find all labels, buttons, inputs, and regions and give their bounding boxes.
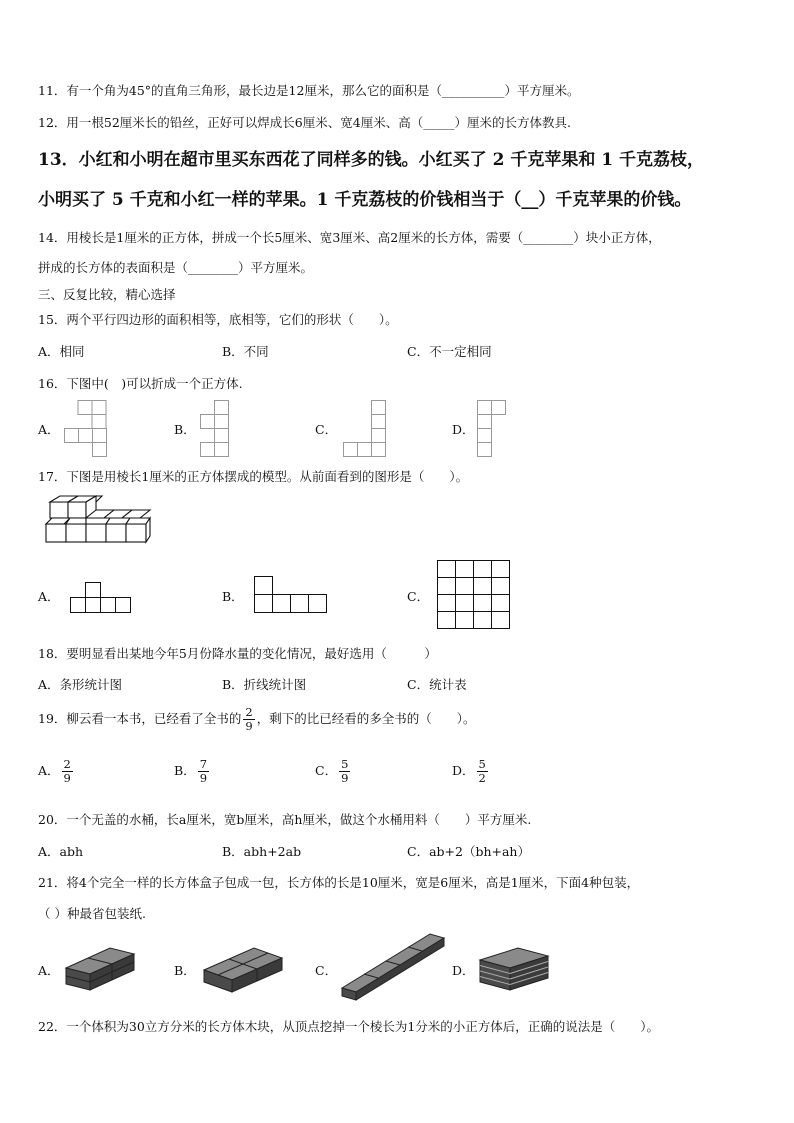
q21-package-a — [64, 944, 136, 996]
q18-option-b[interactable]: B．折线统计图 — [222, 677, 307, 692]
q20-option-a[interactable]: A．abh — [38, 844, 84, 859]
question-20: 20．一个无盖的水桶，长a厘米，宽b厘米，高h厘米，做这个水桶用料（ ）平方厘米. — [38, 812, 532, 827]
q18-option-a[interactable]: A．条形统计图 — [38, 677, 123, 692]
q17-cube-model — [44, 494, 164, 546]
q19-text-before: 19．柳云看一本书，已经看了全书的 — [38, 711, 242, 726]
q16-option-d-label[interactable]: D． — [452, 422, 475, 437]
q21-package-b — [202, 944, 286, 996]
q21-package-d — [478, 944, 552, 996]
q17-option-a-label[interactable]: A． — [38, 589, 60, 604]
q20-option-c[interactable]: C．ab+2（bh+ah） — [407, 844, 530, 859]
question-18: 18．要明显看出某地今年5月份降水量的变化情况，最好选用（ ） — [38, 646, 437, 661]
q21-option-d-label[interactable]: D． — [452, 963, 475, 978]
question-22: 22．一个体积为30立方分米的长方体木块，从顶点挖掉一个棱长为1分米的小正方体后，正确的说法是（ ）。 — [38, 1019, 660, 1034]
question-19 — [38, 704, 476, 734]
q16-option-a-label[interactable]: A． — [38, 422, 60, 437]
q17-view-b — [254, 576, 330, 616]
q21-option-a-label[interactable]: A． — [38, 963, 60, 978]
question-13-line1: 13．小红和小明在超市里买东西花了同样多的钱。小红买了 2 千克苹果和 1 千克荔枝， — [38, 150, 704, 170]
q19-text-after: ，剩下的比已经看的多全书的（ ）。 — [256, 711, 476, 726]
q17-view-a — [70, 582, 134, 616]
question-14-line2: 拼成的长方体的表面积是（________）平方厘米。 — [38, 260, 314, 275]
question-16: 16．下图中( )可以折成一个正方体. — [38, 376, 243, 391]
q15-option-b[interactable]: B．不同 — [222, 344, 269, 359]
section-heading: 三、反复比较，精心选择 — [38, 287, 176, 302]
question-14-line1: 14．用棱长是1厘米的正方体，拼成一个长5厘米、宽3厘米、高2厘米的长方体，需要（________）块小正方体， — [38, 230, 661, 245]
q19-option-c[interactable]: C． $\frac{5}{9}$ — [315, 757, 349, 785]
q19-option-b[interactable]: B． $\frac{7}{9}$ — [174, 757, 208, 785]
q16-net-a — [64, 400, 120, 458]
question-15: 15．两个平行四边形的面积相等，底相等，它们的形状（ ）。 — [38, 312, 398, 327]
q17-option-c-label[interactable]: C． — [407, 589, 430, 604]
q16-net-c — [343, 400, 391, 458]
question-13-line2: 小明买了 5 千克和小红一样的苹果。1 千克荔枝的价钱相当于（__）千克苹果的价钱。 — [38, 190, 692, 210]
q19-option-d[interactable]: D． $\frac{5}{2}$ — [452, 757, 486, 785]
q20-option-b[interactable]: B．abh+2ab — [222, 844, 302, 859]
q21-option-c-label[interactable]: C． — [315, 963, 338, 978]
question-21-line1: 21．将4个完全一样的长方体盒子包成一包，长方体的长是10厘米，宽是6厘米，高是1厘米，下面4种包装， — [38, 875, 640, 890]
q15-option-a[interactable]: A．相同 — [38, 344, 85, 359]
question-12: 12．用一根52厘米长的铅丝，正好可以焊成长6厘米、宽4厘米、高（_____）厘米的长方体教具. — [38, 115, 571, 130]
question-17: 17．下图是用棱长1厘米的正方体摆成的模型。从前面看到的图形是（ ）。 — [38, 469, 469, 484]
q21-option-b-label[interactable]: B． — [174, 963, 196, 978]
q16-net-b — [200, 400, 244, 458]
q17-option-b-label[interactable]: B． — [222, 589, 244, 604]
q18-option-c[interactable]: C．统计表 — [407, 677, 467, 692]
q19-option-a[interactable]: A． $\frac{2}{9}$ — [38, 757, 71, 785]
q16-option-b-label[interactable]: B． — [174, 422, 196, 437]
q17-view-c — [437, 560, 511, 630]
q15-option-c[interactable]: C．不一定相同 — [407, 344, 492, 359]
question-21-line2: （ ）种最省包装纸. — [38, 906, 146, 921]
q19-fraction: $\frac{2}{9}$ — [245, 705, 253, 733]
question-11: 11．有一个角为45°的直角三角形，最长边是12厘米，那么它的面积是（__________）平方厘米。 — [38, 83, 580, 98]
q16-option-c-label[interactable]: C． — [315, 422, 338, 437]
q21-package-c — [340, 932, 448, 1004]
q16-net-d — [477, 400, 513, 458]
